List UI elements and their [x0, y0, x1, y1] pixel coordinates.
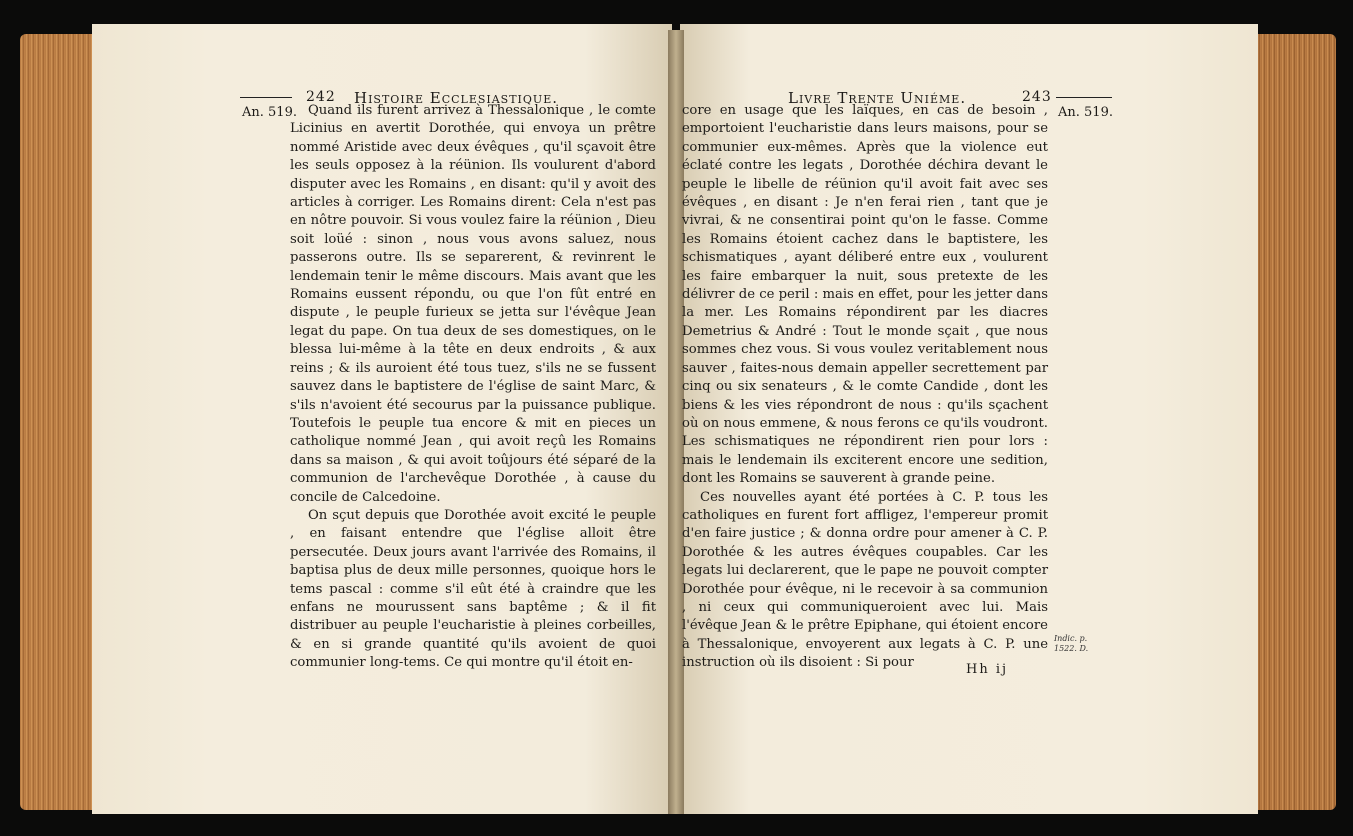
- left-page-edges: [20, 34, 92, 810]
- signature-mark: Hh ij: [966, 662, 1009, 677]
- right-page-number: 243: [1022, 89, 1052, 105]
- left-text-column: [290, 102, 656, 673]
- left-paragraph-1: Quand ils furent arrivez à Thessalonique , le comte Licinius en avertit Dorothée, qui envoya un prêtre nommé Aristide avec deux évêques , qu'il sçavoit être les seuls opposez à la réünion. Ils voulurent d'abord disputer avec les Romains , en disant: qu'il y avoit des articles à corriger. Les Romains dirent: Cela n'est pas en nôtre pouvoir. Si vous voulez faire la réünion , Dieu soit loüé : sinon , nous vous avons saluez, nous passerons outre. Ils se separerent, & revinrent le lendemain tenir le même discours. Mais avant que les Romains eussent répondu, ou que l'on fût entré en dispute , le peuple furieux se jetta sur l'évêque Jean legat du pape. On tua deux de ses domestiques, on le blessa lui-même à la tête en deux endroits , & aux reins ; & ils auroient été tous tuez, s'ils ne se fussent sauvez dans le baptistere de l'église de saint Marc, & s'ils n'avoient été secourus par la puissance publique. Toutefois le peuple tua encore & mit en pieces un catholique nommé Jean , qui avoit reçû les Romains dans sa maison , & qui avoit toûjours été séparé de la communion de l'archevêque Dorothée , à cause du concile de Calcedoine.: [290, 103, 656, 505]
- right-text-column: [682, 102, 1048, 673]
- right-running-head: Livre Trente Uniéme.: [788, 89, 967, 107]
- left-paragraph-2: On sçut depuis que Dorothée avoit excité le peuple , en faisant entendre que l'église alloit être persecutée. Deux jours avant l'arrivée des Romains, il baptisa plus de deux mille personnes, quoique hors le tems pascal : comme s'il eût été à craindre que les enfans ne mourussent sans baptême ; & il fit distribuer au peuple l'eucharistie à pleines corbeilles, & en si grande quantité qu'ils avoient de quoi communier long-tems. Ce qui montre qu'il étoit en-: [290, 507, 656, 671]
- right-header-rule: [1056, 97, 1112, 98]
- left-running-head: Histoire Ecclesiastique.: [354, 89, 558, 107]
- right-paragraph-2: Ces nouvelles ayant été portées à C. P. tous les catholiques en furent fort affligez, l'empereur promit d'en faire justice ; & donna ordre pour amener à C. P. Dorothée & les autres évêques coupables. Car les legats lui declarerent, que le pape ne pouvoit compter Dorothée pour évêque, ni le recevoir à sa communion , ni ceux qui communiqueroient avec lui. Mais l'évêque Jean & le prêtre Epiphane, qui étoient encore à Thessalonique, envoyerent aux legats à C. P. une instruction où ils disoient : Si pour: [682, 489, 1048, 671]
- side-note: Indic. p. 1522. D.: [1054, 634, 1089, 653]
- left-header-rule: [240, 97, 292, 98]
- right-paragraph-1: core en usage que les laïques, en cas de besoin , emportoient l'eucharistie dans leurs maisons, pour se communier eux-mêmes. Après que la violence eut éclaté contre les legats , Dorothée déchira devant le peuple le libelle de réünion qu'il avoit fait avec ses évêques , en disant : Je n'en ferai rien , tant que je vivrai, & ne consentirai point qu'on le fasse. Comme les Romains étoient cachez dans le baptistere, les schismatiques , ayant déliberé entre eux , voulurent les faire embarquer la nuit, sous pretexte de les délivrer de ce peril : mais en effet, pour les jetter dans la mer. Les Romains répondirent par les diacres Demetrius & André : Tout le monde sçait , que nous sommes chez vous. Si vous voulez veritablement nous sauver , faites-nous demain appeller secrettement par cinq ou six senateurs , & le comte Candide , dont les biens & les vies répondront de nous : qu'ils sçachent où on nous emmene, & nous ferons ce qu'ils voudront. Les schismatiques ne répondirent rien pour lors : mais le lendemain ils exciterent encore une sedition, dont les Romains se sauverent à grande peine.: [682, 103, 1048, 487]
- right-page-edges: [1256, 34, 1336, 810]
- left-page-number: 242: [306, 89, 336, 105]
- left-margin-year: An. 519.: [242, 105, 297, 120]
- right-margin-year: An. 519.: [1058, 105, 1113, 120]
